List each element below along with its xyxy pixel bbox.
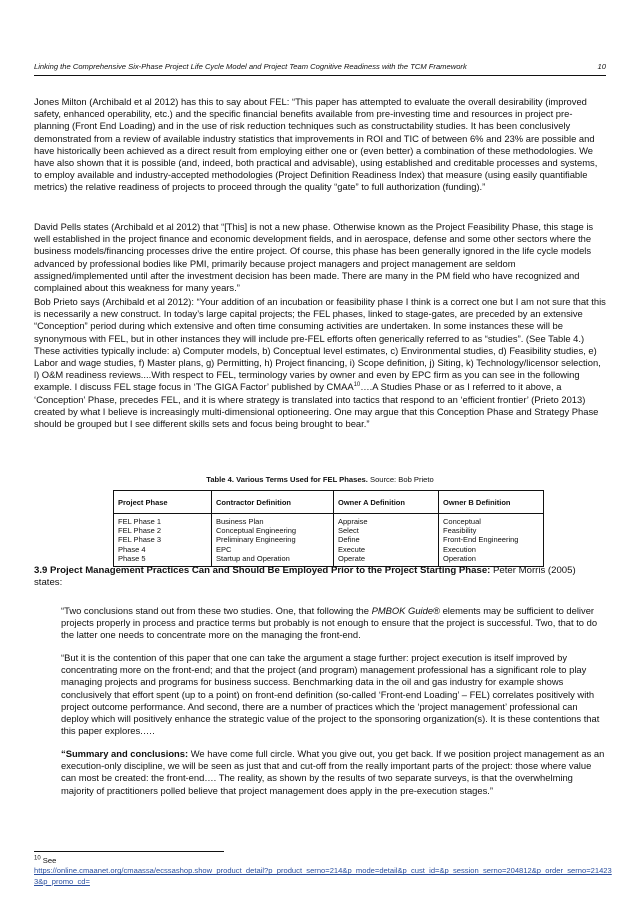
table-column-owner-b xyxy=(439,514,544,567)
table-caption xyxy=(34,475,606,484)
table-header-cell: Project Phase xyxy=(114,491,212,514)
table-column-project-phase xyxy=(114,514,212,567)
footnote-ref[interactable]: 10 xyxy=(353,382,361,389)
quote-summary xyxy=(61,748,606,797)
table-cell: EPC xyxy=(216,544,232,554)
table-cell: Phase 4 xyxy=(118,544,146,554)
quote-contention: “But it is the contention of this paper that one can take the argument a stage further: project execution is itself improved by concentrating more on the front-end; and that the project (and program) management professional has a significant role to play managing projects and programs for business success. Benchmarking data in the oil and gas industry for example shows conclusively that effort spent (up to a point) on front-end definition (so-called ‘Front-end Loading’ – FEL) correlates positively with project outcome performance. And second, there are a number of practices which the ‘project management’ professional can deploy which will positively enhance the strategic value of the project to the sponsoring organization(s). It is these contentions that this paper explores.…. xyxy=(61,652,600,737)
table-body-row xyxy=(114,514,544,567)
table-cell: Operate xyxy=(338,553,366,563)
table-header-cell: Contractor Definition xyxy=(212,491,334,514)
table-cell: Preliminary Engineering xyxy=(216,535,296,545)
table-cell: Phase 5 xyxy=(118,553,146,563)
page-number: 10 xyxy=(597,61,606,71)
table-cell: FEL Phase 2 xyxy=(118,526,162,536)
table-cell: Front-End Engineering xyxy=(443,535,519,545)
pmbok-title: PMBOK Guide® xyxy=(371,605,440,616)
section-heading: 3.9 Project Management Practices Can and Should Be Employed Prior to the Project Starting Phase: xyxy=(34,565,491,576)
table-cell: FEL Phase 1 xyxy=(118,517,162,526)
header-rule xyxy=(34,75,606,76)
prieto-text-b: ….A Studies Phase or as I referred to it above, a ‘Conception’ Phase, precedes FEL, and it is where strategy is translated into tactics that respond to an ‘efficient frontier’ (Prieto 2013) created by what I believe is increasingly multi-dimensional optioneering. One may argue that this Conception Phase and Strategy Phase should be grouped but I see different skills sets and focus being brought to bear.” xyxy=(34,381,599,430)
quote-text: We have come full circle. What you give out, you get back. If we position project management as an execution-only discipline, we will be seen as just that and cut-off from the really important parts of the project: those where value can most be created: the front-end…. The reality, as shown by the results of two separate surveys, is that the overwhelming majority of practitioners polled believe that project management does apply in the pre-execution stages.” xyxy=(61,748,605,796)
table-cell: Execution xyxy=(443,544,476,554)
quote-text: “Two conclusions stand out from these two studies. One, that following the xyxy=(61,605,372,616)
table-cell: Startup and Operation xyxy=(216,553,290,563)
running-header xyxy=(34,59,606,73)
table-column-owner-a xyxy=(334,514,439,567)
table-cell: Operation xyxy=(443,553,476,563)
header-title: Linking the Comprehensive Six-Phase Project Life Cycle Model and Project Team Cognitive Readiness with the TCM Framework xyxy=(34,61,467,71)
prieto-text-a: Bob Prieto says (Archibald et al 2012): “Your addition of an incubation or feasibility phase I think is a correct one but I am not sure that this is necessarily a new construct. In today’s large capital projects; the FEL phases, linked to stage-gates, are preceded by an extensive “Conception” period during which extensive and often time consuming activities are undertaken. In some instances these will be synonymous with FEL, but in other instances they will include pre-FEL efforts often generically referred to as “studies”. (See Table 4.) These activities typically include: a) Computer models, b) Conceptual level estimates, c) Environmental studies, d) Feasibility studies, e) Labor and wage studies, f) Master plans, g) Permitting, h) Project financing, i) Scope definition, j) Siting, k) Technology/licensor selection, l) O&M readiness reviews....With respect to FEL, terminology varies by owner and even by EPC firm as you can see in the following example. I discuss FEL stage focus in ‘The GIGA Factor’ published by CMAA xyxy=(34,296,606,393)
fel-terms-table xyxy=(113,490,544,567)
table-cell: Feasibility xyxy=(443,526,477,536)
footnote-link[interactable]: https://online.cmaanet.org/cmaassa/ecssashop.show_product_detail?p_product_serno=214&p_mode=detail&p_cust_id=&p_session_serno=204812&p_order_serno=214233&p_promo_cd= xyxy=(34,866,612,886)
table-header-cell: Owner B Definition xyxy=(439,491,544,514)
table-cell: Appraise xyxy=(338,517,368,526)
paragraph-jones-milton: Jones Milton (Archibald et al 2012) has this to say about FEL: “This paper has attempted to evaluate the overall desirability (improved safety, enhanced operability, etc.) and the specific financial benefits available from pre-investing time and resources in project pre-planning (Front End Loading) and in the use of risk reduction techniques such as constructability studies. It has been conclusively demonstrated from a review of available industry statistics that improvements in ROI and TIC of between 6% and 23% are possible and have historically been achieved as a direct result from employing either one or (even better) a combination of these methodologies. We have also shown that it is possible (and, indeed, both practical and advisable), using established and creditable processes and systems, to employ available and industry-accepted methodologies (Project Definition Readiness Index) that measure (using easily quantifiable metrics) the relative readiness of projects to proceed through the quality “gate” to full authorization (funding).” xyxy=(34,96,598,193)
table-cell: Execute xyxy=(338,544,366,554)
caption-source: Source: Bob Prieto xyxy=(367,475,434,484)
table-cell: Select xyxy=(338,526,359,536)
table-header-cell: Owner A Definition xyxy=(334,491,439,514)
summary-label: “Summary and conclusions: xyxy=(61,748,189,759)
table-column-contractor xyxy=(212,514,334,567)
table-cell: FEL Phase 3 xyxy=(118,535,162,545)
section-lead: Peter Morris (2005) states: xyxy=(34,565,576,589)
section-3-9 xyxy=(34,565,606,590)
footnote-10 xyxy=(34,856,614,887)
paragraph-bob-prieto xyxy=(34,296,606,430)
quote-two-conclusions xyxy=(61,605,606,642)
footnote-marker: 10 xyxy=(34,855,41,862)
footnote-rule xyxy=(34,851,224,852)
table-cell: Conceptual Engineering xyxy=(216,526,297,536)
table-cell: Conceptual xyxy=(443,517,481,526)
paragraph-david-pells: David Pells states (Archibald et al 2012) that “[This] is not a new phase. Otherwise known as the Project Feasibility Phase, this stage is well established in the project finance and economic development fields, and in aerospace, defense and some other sectors where the business models/financing processes drive the entire project. Of course, this phase has been generally ignored in the life cycle models advanced by professional bodies like PMI, primarily because project managers and project management are seldom assigned/implemented until after the investment decision has been made. There are many in the PM field who have recognized and complained about this weakness for many years.” xyxy=(34,221,594,294)
quote-text: elements may be sufficient to deliver projects properly in process and practice terms but probably is not enough to ensure that the project is successful. Two, that to do the latter one needs to concentrate more on the managing the front-end. xyxy=(61,605,598,641)
caption-title: Table 4. Various Terms Used for FEL Phases. xyxy=(206,475,368,484)
table-cell: Business Plan xyxy=(216,517,264,526)
table-cell: Define xyxy=(338,535,360,545)
table-header-row xyxy=(114,491,544,514)
footnote-label: See xyxy=(40,856,57,865)
